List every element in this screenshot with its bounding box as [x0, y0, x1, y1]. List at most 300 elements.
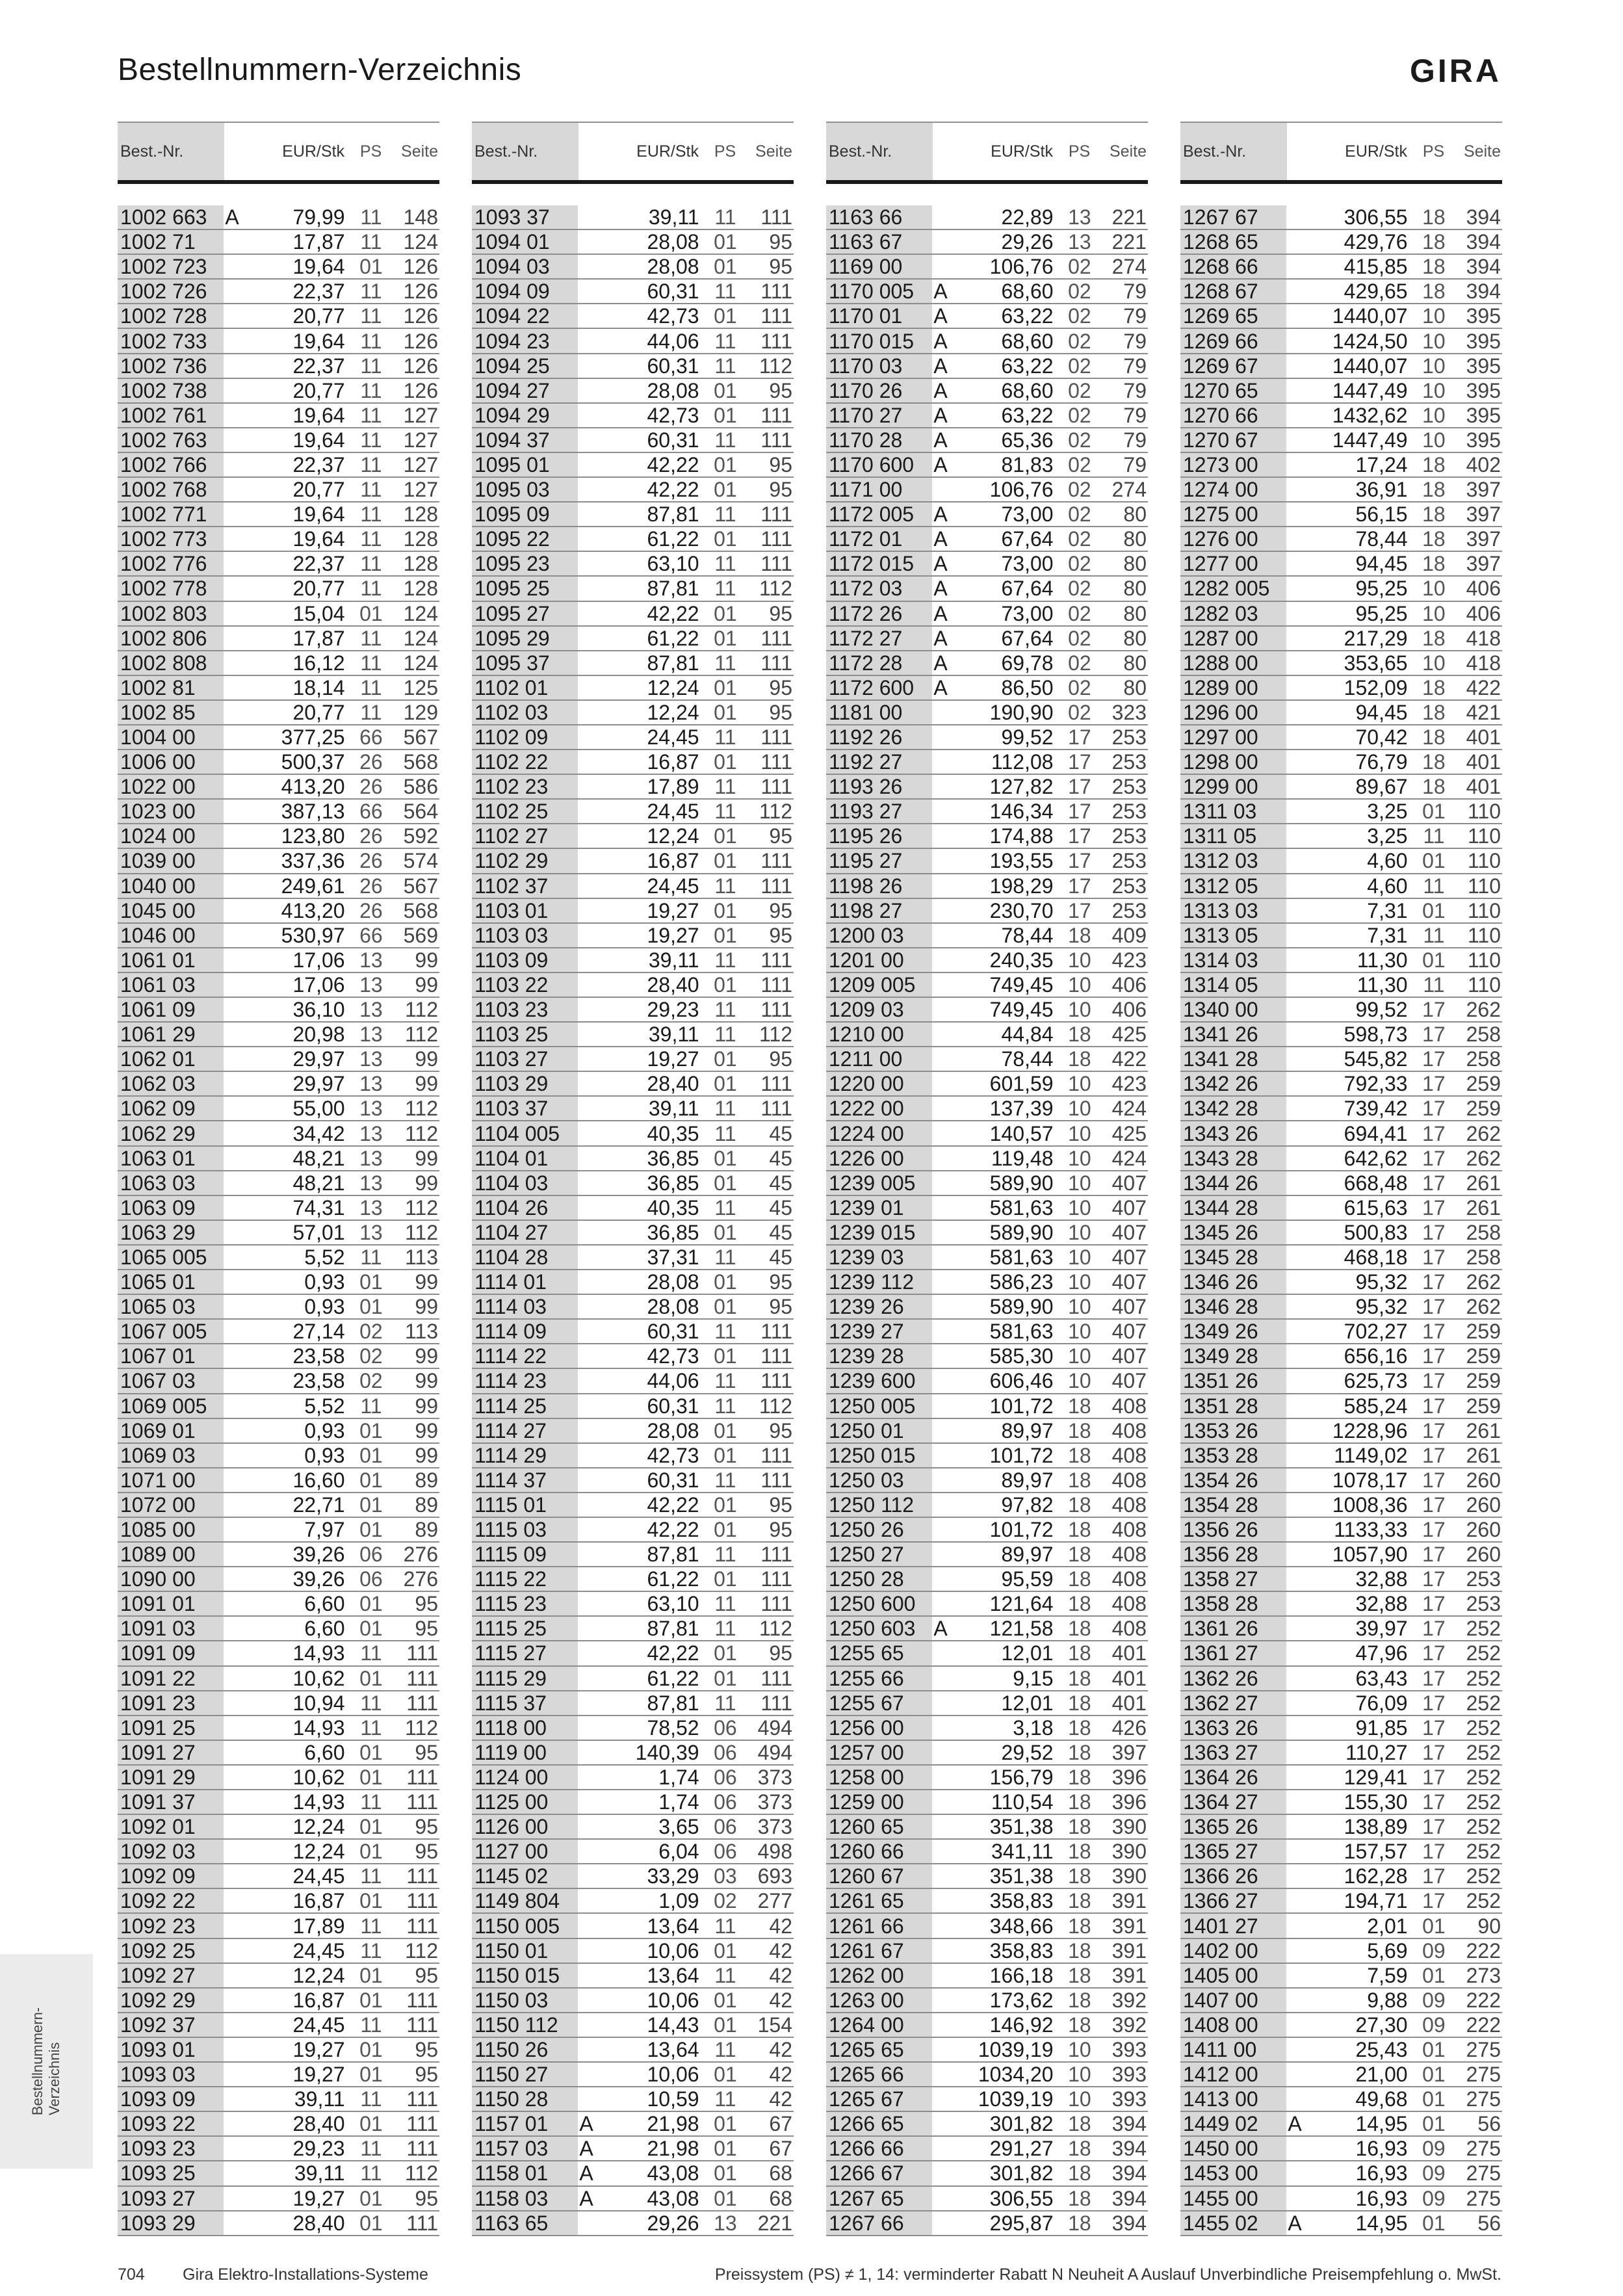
page-ref: 275 — [1466, 2037, 1501, 2061]
page-ref: 99 — [415, 1394, 438, 1418]
page-ref: 397 — [1466, 478, 1501, 502]
table-row — [826, 1419, 1148, 1444]
table-row — [1180, 775, 1502, 800]
price: 28,08 — [647, 1270, 699, 1294]
table-row — [472, 1270, 794, 1295]
table-row — [1180, 577, 1502, 601]
status-flag: A — [933, 304, 948, 328]
price-system: 01 — [359, 1468, 383, 1492]
order-number: 1169 00 — [826, 255, 932, 278]
table-row — [472, 1592, 794, 1617]
price-system: 11 — [714, 2037, 736, 2061]
order-number: 1103 29 — [472, 1072, 578, 1095]
table-row — [1180, 1567, 1502, 1592]
price-system: 26 — [359, 874, 383, 898]
price-system: 17 — [1422, 1023, 1446, 1047]
order-number: 1273 00 — [1180, 453, 1286, 476]
table-row — [472, 1221, 794, 1246]
page-ref: 260 — [1466, 1543, 1501, 1567]
price-system: 11 — [360, 1914, 382, 1938]
price-system: 06 — [714, 1840, 737, 1864]
table-row — [826, 948, 1148, 973]
table-row — [118, 627, 439, 651]
order-number: 1255 66 — [826, 1667, 932, 1690]
table-row — [472, 205, 794, 230]
price-system: 17 — [1422, 1047, 1446, 1071]
page-ref: 407 — [1111, 1245, 1147, 1269]
order-number: 1256 00 — [826, 1716, 932, 1740]
table-row — [1180, 2137, 1502, 2161]
price-system: 02 — [359, 1320, 383, 1344]
price-system: 11 — [714, 205, 736, 229]
price: 119,48 — [991, 1146, 1054, 1170]
table-row — [118, 998, 439, 1023]
order-number: 1288 00 — [1180, 651, 1286, 675]
table-row — [472, 1766, 794, 1790]
price-system: 01 — [714, 1418, 737, 1442]
price: 68,60 — [1001, 329, 1054, 353]
status-flag: A — [933, 428, 948, 452]
price: 20,77 — [292, 478, 345, 502]
table-row — [118, 1641, 439, 1666]
page-ref: 128 — [403, 502, 438, 527]
page-ref: 394 — [1111, 2112, 1147, 2136]
order-number: 1258 00 — [826, 1766, 932, 1789]
order-number: 1150 28 — [472, 2087, 578, 2111]
table-row — [472, 1444, 794, 1468]
side-tab-line1: Bestellnummern- — [29, 2007, 45, 2116]
page-ref: 406 — [1111, 998, 1147, 1022]
price-system: 11 — [360, 1641, 382, 1665]
order-number: 1104 01 — [472, 1147, 578, 1170]
price: 86,50 — [1001, 675, 1054, 699]
page-ref: 110 — [1467, 923, 1501, 947]
table-row — [118, 1592, 439, 1617]
order-number: 1072 00 — [118, 1493, 224, 1517]
page-ref: 99 — [415, 1295, 438, 1319]
price-system: 10 — [1422, 329, 1446, 353]
page-ref: 111 — [760, 552, 792, 576]
page-ref: 80 — [1123, 502, 1147, 527]
price: 16,93 — [1355, 2161, 1408, 2185]
order-number: 1115 25 — [472, 1617, 578, 1640]
page-ref: 112 — [404, 1938, 438, 1963]
price: 11,30 — [1357, 948, 1408, 972]
order-number: 1342 26 — [1180, 1072, 1286, 1095]
price: 166,18 — [989, 1963, 1054, 1987]
price-system: 11 — [360, 478, 382, 502]
page-ref: 408 — [1111, 1543, 1147, 1567]
page-ref: 111 — [760, 948, 792, 972]
table-row — [118, 552, 439, 577]
order-number: 1103 03 — [472, 924, 578, 947]
price-system: 02 — [1068, 428, 1091, 452]
order-number: 1093 27 — [118, 2187, 224, 2210]
price-system: 11 — [360, 1790, 382, 1814]
header-seite: Seite — [1110, 142, 1147, 161]
price-system: 18 — [1068, 1988, 1091, 2012]
price-system: 06 — [714, 1740, 737, 1764]
price-system: 18 — [1068, 2137, 1091, 2161]
order-number: 1349 26 — [1180, 1320, 1286, 1343]
table-row — [826, 2137, 1148, 2161]
page-ref: 95 — [769, 824, 792, 848]
price-system: 11 — [714, 1394, 736, 1418]
page-ref: 112 — [404, 2161, 438, 2185]
table-row — [826, 824, 1148, 849]
price-system: 01 — [714, 700, 737, 724]
order-number: 1067 03 — [118, 1369, 224, 1392]
price: 589,90 — [989, 1295, 1054, 1319]
order-number: 1413 00 — [1180, 2087, 1286, 2111]
order-number: 1002 738 — [118, 379, 224, 402]
header-best-nr: Best.-Nr. — [1180, 123, 1287, 180]
order-number: 1150 27 — [472, 2063, 578, 2086]
order-number: 1344 28 — [1180, 1196, 1286, 1220]
price: 301,82 — [989, 2161, 1054, 2185]
page-ref: 395 — [1466, 329, 1501, 353]
order-number: 1002 763 — [118, 428, 224, 452]
price-system: 01 — [714, 1146, 737, 1170]
table-row — [472, 1543, 794, 1567]
page-ref: 110 — [1467, 800, 1501, 824]
table-row — [472, 1121, 794, 1146]
price-system: 10 — [1422, 354, 1446, 378]
page-ref: 252 — [1466, 1740, 1501, 1764]
order-number: 1282 03 — [1180, 602, 1286, 625]
price-system: 17 — [1422, 1171, 1446, 1195]
page-ref: 45 — [769, 1245, 792, 1269]
price-system: 11 — [714, 1195, 736, 1220]
order-number: 1095 01 — [472, 453, 578, 476]
order-number: 1449 02 — [1180, 2112, 1286, 2135]
price: 42,73 — [647, 1443, 699, 1467]
page-ref: 275 — [1466, 2063, 1501, 2087]
price: 606,46 — [989, 1369, 1054, 1393]
table-row — [118, 1617, 439, 1641]
price-system: 18 — [1068, 1641, 1091, 1665]
table-row — [472, 230, 794, 255]
table-row — [826, 1047, 1148, 1072]
price-system: 10 — [1068, 948, 1091, 972]
order-number: 1002 806 — [118, 627, 224, 650]
price: 138,89 — [1344, 1815, 1408, 1839]
page-ref: 395 — [1466, 354, 1501, 378]
price-system: 17 — [1422, 1295, 1446, 1319]
price-system: 11 — [714, 874, 736, 898]
table-row — [1180, 1072, 1502, 1097]
price: 468,18 — [1344, 1245, 1408, 1269]
price: 530,97 — [281, 923, 345, 947]
price: 22,89 — [1001, 205, 1054, 229]
header-price: EUR/Stk — [282, 142, 344, 161]
price-system: 17 — [1422, 1815, 1446, 1839]
price: 1,09 — [658, 1889, 699, 1913]
price: 87,81 — [647, 577, 699, 601]
price-system: 01 — [359, 1666, 383, 1690]
price-system: 11 — [360, 675, 382, 699]
price-system: 13 — [359, 1047, 383, 1071]
order-number: 1114 09 — [472, 1320, 578, 1343]
price-system: 17 — [1422, 1889, 1446, 1913]
order-number: 1063 01 — [118, 1147, 224, 1170]
table-row — [826, 1246, 1148, 1270]
price: 29,52 — [1001, 1740, 1054, 1764]
order-number: 1226 00 — [826, 1147, 932, 1170]
page-ref: 124 — [403, 601, 438, 625]
price-system: 11 — [360, 577, 382, 601]
table-row — [118, 2063, 439, 2087]
table-row — [472, 1147, 794, 1171]
order-number: 1312 05 — [1180, 874, 1286, 898]
table-row — [472, 1468, 794, 1493]
order-number: 1094 37 — [472, 428, 578, 452]
table-row — [1180, 1766, 1502, 1790]
column-header — [1180, 123, 1502, 184]
price: 749,45 — [989, 998, 1054, 1022]
order-number: 1065 03 — [118, 1295, 224, 1318]
page-ref: 418 — [1466, 651, 1501, 675]
order-number: 1170 015 — [826, 329, 932, 352]
table-row — [826, 1221, 1148, 1246]
table-row — [118, 899, 439, 924]
table-row — [1180, 1468, 1502, 1493]
price-system: 02 — [1068, 378, 1091, 402]
table-row — [118, 1914, 439, 1938]
price-system: 26 — [359, 750, 383, 774]
table-row — [1180, 1493, 1502, 1518]
table-row — [118, 329, 439, 354]
order-number: 1362 26 — [1180, 1667, 1286, 1690]
table-row — [1180, 230, 1502, 255]
table-row — [118, 1344, 439, 1369]
table-row — [826, 775, 1148, 800]
price-system: 06 — [714, 1715, 737, 1740]
page-ref: 95 — [415, 1740, 438, 1764]
table-row — [118, 849, 439, 874]
order-number: 1002 768 — [118, 478, 224, 501]
table-row — [826, 1270, 1148, 1295]
price-system: 10 — [1422, 651, 1446, 675]
page-ref: 277 — [757, 1889, 792, 1913]
page-ref: 79 — [1123, 280, 1147, 304]
price-system: 01 — [714, 403, 737, 427]
page-ref: 252 — [1466, 1715, 1501, 1740]
side-tab-label — [29, 2007, 63, 2115]
price: 12,01 — [1001, 1641, 1054, 1665]
price: 240,35 — [989, 948, 1054, 972]
order-number: 1195 26 — [826, 824, 932, 848]
order-number: 1343 26 — [1180, 1121, 1286, 1145]
table-row — [826, 1939, 1148, 1964]
price-system: 01 — [359, 1418, 383, 1442]
page-ref: 261 — [1466, 1418, 1501, 1442]
page-ref: 407 — [1111, 1270, 1147, 1294]
price: 157,57 — [1344, 1840, 1408, 1864]
price-system: 11 — [714, 1097, 736, 1121]
page-ref: 95 — [769, 923, 792, 947]
page-ref: 222 — [1466, 1938, 1501, 1963]
table-row — [118, 1295, 439, 1320]
price: 47,96 — [1355, 1641, 1408, 1665]
price: 1228,96 — [1332, 1418, 1408, 1442]
page-ref: 99 — [415, 1146, 438, 1170]
price-system: 17 — [1422, 1840, 1446, 1864]
table-row — [1180, 1543, 1502, 1567]
page-ref: 110 — [1467, 874, 1501, 898]
page-ref: 564 — [403, 800, 438, 824]
order-number: 1356 26 — [1180, 1518, 1286, 1541]
price: 1057,90 — [1332, 1543, 1408, 1567]
price-system: 11 — [360, 329, 382, 353]
order-number: 1102 29 — [472, 849, 578, 872]
price-system: 17 — [1422, 1864, 1446, 1888]
price-system: 13 — [359, 1146, 383, 1170]
page-ref: 126 — [403, 255, 438, 279]
table-row — [472, 924, 794, 948]
page-ref: 99 — [415, 948, 438, 972]
price-system: 11 — [714, 1369, 736, 1393]
status-flag: A — [933, 675, 948, 699]
table-row — [118, 1221, 439, 1246]
price-system: 18 — [1068, 1864, 1091, 1888]
order-number: 1149 804 — [472, 1889, 578, 1912]
price-system: 13 — [1068, 205, 1091, 229]
price-system: 02 — [714, 1889, 737, 1913]
table-row — [472, 1889, 794, 1914]
header-ps: PS — [1068, 142, 1091, 161]
price: 5,52 — [304, 1245, 345, 1269]
price-system: 11 — [360, 2013, 382, 2037]
order-number: 1150 005 — [472, 1914, 578, 1937]
table-row — [118, 255, 439, 280]
table-row — [472, 725, 794, 750]
page-ref: 124 — [403, 230, 438, 254]
order-number: 1095 29 — [472, 627, 578, 650]
price: 95,25 — [1355, 601, 1408, 625]
price-system: 01 — [359, 1740, 383, 1764]
table-row — [118, 1097, 439, 1121]
page-ref: 99 — [415, 972, 438, 997]
price: 1008,36 — [1332, 1493, 1408, 1517]
table-row — [826, 1641, 1148, 1666]
price: 601,59 — [989, 1072, 1054, 1096]
table-row — [118, 1567, 439, 1592]
price-system: 13 — [359, 998, 383, 1022]
price-system: 01 — [714, 1641, 737, 1665]
order-number: 1093 03 — [118, 2063, 224, 2086]
table-row — [472, 280, 794, 304]
price-system: 10 — [1422, 601, 1446, 625]
price-system: 10 — [1068, 2063, 1091, 2087]
order-number: 1299 00 — [1180, 775, 1286, 798]
price-system: 11 — [714, 428, 736, 452]
header-seite: Seite — [1464, 142, 1501, 161]
price: 29,26 — [1001, 230, 1054, 254]
page-ref: 126 — [403, 378, 438, 402]
price-system: 11 — [714, 1963, 736, 1987]
order-number: 1239 03 — [826, 1246, 932, 1269]
page-ref: 252 — [1466, 1765, 1501, 1789]
order-number: 1002 736 — [118, 354, 224, 378]
page-ref: 275 — [1466, 2186, 1501, 2210]
page-ref: 425 — [1111, 1023, 1147, 1047]
column-header — [826, 123, 1148, 184]
table-row — [472, 577, 794, 601]
table-row — [472, 1320, 794, 1344]
table-row — [826, 1493, 1148, 1518]
table-row — [826, 1518, 1148, 1543]
price: 1078,17 — [1332, 1468, 1408, 1492]
order-number: 1260 67 — [826, 1864, 932, 1888]
order-number: 1023 00 — [118, 800, 224, 823]
brand-logo: GIRA — [1410, 53, 1501, 89]
order-number: 1365 26 — [1180, 1815, 1286, 1838]
page-ref: 393 — [1111, 2087, 1147, 2111]
order-number: 1091 03 — [118, 1617, 224, 1640]
price-system: 10 — [1422, 403, 1446, 427]
price-system: 18 — [1068, 1765, 1091, 1789]
status-flag: A — [933, 651, 948, 675]
price-system: 01 — [359, 2112, 383, 2136]
price: 32,88 — [1355, 1592, 1408, 1616]
page-ref: 90 — [1477, 1914, 1501, 1938]
price-system: 13 — [359, 1023, 383, 1047]
order-number: 1364 26 — [1180, 1766, 1286, 1789]
page-ref: 407 — [1111, 1220, 1147, 1244]
table-row — [1180, 2187, 1502, 2211]
order-number: 1401 27 — [1180, 1914, 1286, 1937]
order-number: 1145 02 — [472, 1864, 578, 1888]
price-system: 17 — [1422, 1121, 1446, 1145]
price: 110,54 — [991, 1790, 1054, 1814]
price-system: 11 — [360, 527, 382, 551]
price: 40,35 — [647, 1195, 699, 1220]
price-system: 18 — [1422, 205, 1446, 229]
order-number: 1069 01 — [118, 1419, 224, 1442]
page-ref: 42 — [769, 2087, 792, 2111]
price: 44,84 — [1001, 1023, 1054, 1047]
page-ref: 258 — [1466, 1047, 1501, 1071]
price: 76,79 — [1355, 750, 1408, 774]
page-ref: 95 — [769, 1270, 792, 1294]
price: 1424,50 — [1332, 329, 1408, 353]
price: 121,58 — [989, 1617, 1054, 1641]
page-ref: 111 — [406, 1790, 438, 1814]
price: 10,59 — [647, 2087, 699, 2111]
price-system: 10 — [1422, 428, 1446, 452]
order-number: 1224 00 — [826, 1121, 932, 1145]
price-system: 01 — [714, 1295, 737, 1319]
page-ref: 253 — [1111, 898, 1147, 922]
price-system: 11 — [360, 1394, 382, 1418]
order-number: 1114 22 — [472, 1344, 578, 1368]
price: 43,08 — [647, 2161, 699, 2185]
order-number: 1063 03 — [118, 1171, 224, 1195]
price-system: 10 — [1068, 1369, 1091, 1393]
price-system: 10 — [1068, 1295, 1091, 1319]
price: 17,89 — [292, 1914, 345, 1938]
page-ref: 262 — [1466, 1146, 1501, 1170]
price: 137,39 — [989, 1097, 1054, 1121]
order-number: 1257 00 — [826, 1741, 932, 1764]
page-ref: 99 — [415, 1344, 438, 1368]
price: 1447,49 — [1332, 378, 1408, 402]
price: 5,69 — [1367, 1938, 1408, 1963]
price: 615,63 — [1344, 1195, 1408, 1220]
page-ref: 252 — [1466, 1691, 1501, 1715]
price: 22,37 — [292, 452, 345, 476]
